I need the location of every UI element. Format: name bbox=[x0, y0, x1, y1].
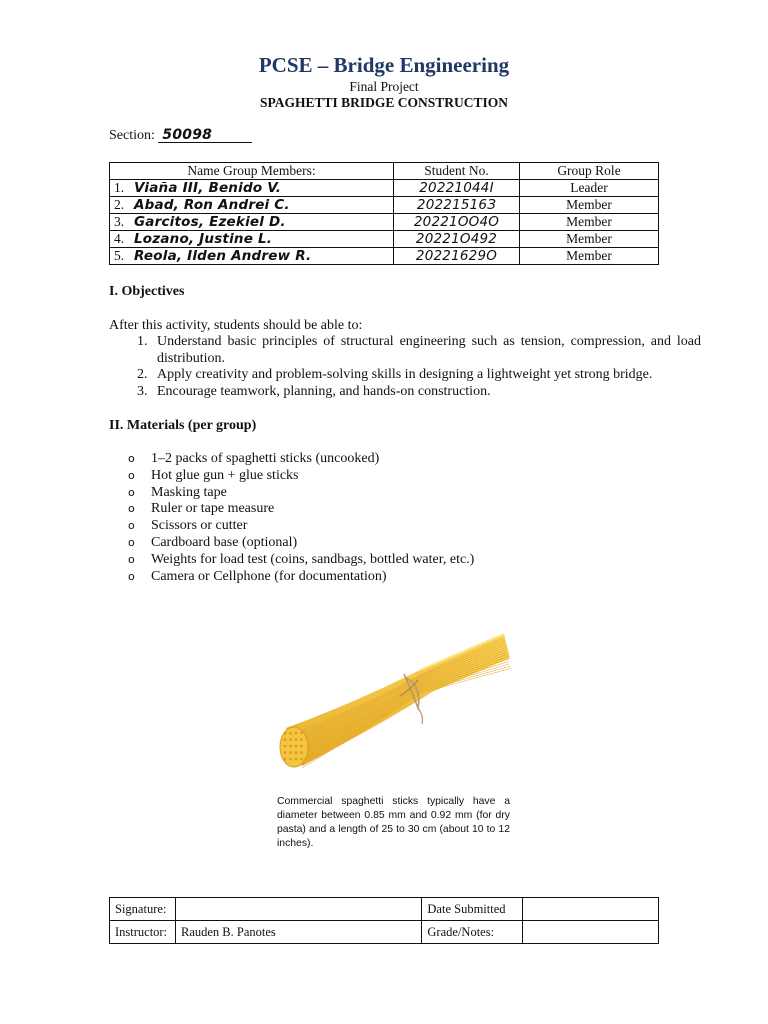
objectives-list bbox=[109, 334, 701, 400]
header-student-no: Student No. bbox=[394, 163, 520, 180]
strand-end bbox=[284, 751, 287, 754]
material-text: Masking tape bbox=[151, 484, 227, 500]
bullet-icon: o bbox=[128, 552, 135, 566]
header-name: Name Group Members: bbox=[110, 163, 394, 180]
material-text: Camera or Cellphone (for documentation) bbox=[151, 568, 387, 584]
document-title: PCSE – Bridge Engineering bbox=[258, 53, 510, 77]
strand-end bbox=[289, 732, 292, 735]
member-name: Lozano, Justine L. bbox=[134, 231, 273, 247]
strand-end bbox=[284, 758, 287, 761]
section-label: Section: bbox=[109, 128, 155, 143]
date-submitted-field[interactable] bbox=[523, 898, 659, 921]
objective-item: 3. Encourage teamwork, planning, and hands-on construction. bbox=[151, 384, 701, 401]
list-item bbox=[128, 485, 474, 502]
materials-heading: II. Materials (per group) bbox=[109, 418, 257, 433]
list-item bbox=[128, 569, 474, 586]
bullet-icon: o bbox=[128, 519, 135, 533]
list-item bbox=[128, 501, 474, 518]
members-table-header bbox=[110, 163, 659, 180]
list-item bbox=[128, 451, 474, 468]
student-number: 20221O492 bbox=[394, 231, 520, 248]
material-text: Ruler or tape measure bbox=[151, 501, 275, 517]
member-name: Reola, Ilden Andrew R. bbox=[134, 248, 312, 264]
members-table bbox=[109, 162, 659, 265]
figure-caption: Commercial spaghetti sticks typically have a diameter between 0.85 mm and 0.92 mm (for dry pasta) and a length of 25 to 30 cm (about 10 to 12 inches). bbox=[277, 796, 510, 849]
group-role: Member bbox=[520, 248, 659, 265]
strand-end bbox=[284, 732, 287, 735]
strand-end bbox=[295, 745, 298, 748]
student-number: 20221OO4O bbox=[394, 214, 520, 231]
strand-end bbox=[284, 745, 287, 748]
instructor-label: Instructor: bbox=[110, 921, 176, 944]
strand-end bbox=[295, 738, 298, 741]
group-role: Member bbox=[520, 197, 659, 214]
row-index: 4. bbox=[114, 231, 125, 246]
strand-end bbox=[300, 751, 303, 754]
bullet-icon: o bbox=[128, 502, 135, 516]
row-index: 2. bbox=[114, 197, 125, 212]
table-row bbox=[110, 248, 659, 265]
instructor-name: Rauden B. Panotes bbox=[175, 921, 421, 944]
material-text: Weights for load test (coins, sandbags, bottled water, etc.) bbox=[151, 551, 475, 567]
strand-end bbox=[289, 758, 292, 761]
objectives-heading: I. Objectives bbox=[109, 284, 185, 299]
objective-item: 2. Apply creativity and problem-solving skills in designing a lightweight yet strong bridge. bbox=[151, 367, 701, 384]
grade-notes-field[interactable] bbox=[523, 921, 659, 944]
objectives-intro: After this activity, students should be able to: bbox=[109, 318, 363, 333]
table-row bbox=[110, 921, 659, 944]
row-index: 5. bbox=[114, 248, 125, 263]
bullet-icon: o bbox=[128, 485, 135, 499]
strand-end bbox=[289, 745, 292, 748]
strand-end bbox=[295, 758, 298, 761]
material-text: Scissors or cutter bbox=[151, 518, 248, 534]
table-row bbox=[110, 197, 659, 214]
strand-end bbox=[300, 758, 303, 761]
member-name: Abad, Ron Andrei C. bbox=[134, 197, 290, 213]
student-number: 20221629O bbox=[394, 248, 520, 265]
member-name: Garcitos, Ezekiel D. bbox=[134, 214, 286, 230]
signature-table bbox=[109, 897, 659, 944]
strand-end bbox=[284, 738, 287, 741]
strand-end bbox=[289, 738, 292, 741]
group-role: Member bbox=[520, 231, 659, 248]
material-text: Cardboard base (optional) bbox=[151, 534, 298, 550]
strand-end bbox=[300, 738, 303, 741]
group-role: Leader bbox=[520, 180, 659, 197]
list-item bbox=[128, 535, 474, 552]
list-item bbox=[128, 552, 474, 569]
strand-end bbox=[300, 732, 303, 735]
date-submitted-label: Date Submitted bbox=[422, 898, 523, 921]
grade-notes-label: Grade/Notes: bbox=[422, 921, 523, 944]
project-title: SPAGHETTI BRIDGE CONSTRUCTION bbox=[259, 95, 509, 110]
bullet-icon: o bbox=[128, 452, 135, 465]
bullet-icon: o bbox=[128, 535, 135, 549]
table-row bbox=[110, 180, 659, 197]
signature-label: Signature: bbox=[110, 898, 176, 921]
group-role: Member bbox=[520, 214, 659, 231]
row-index: 1. bbox=[114, 180, 125, 195]
spaghetti-bundle-image bbox=[272, 616, 516, 796]
document-subtitle: Final Project bbox=[349, 79, 419, 94]
section-line bbox=[109, 128, 252, 144]
header-group-role: Group Role bbox=[520, 163, 659, 180]
bullet-icon: o bbox=[128, 569, 135, 583]
bullet-icon: o bbox=[128, 468, 135, 482]
material-text: Hot glue gun + glue sticks bbox=[151, 467, 299, 483]
materials-list bbox=[128, 451, 474, 585]
strand-end bbox=[300, 745, 303, 748]
list-item bbox=[128, 468, 474, 485]
table-row bbox=[110, 214, 659, 231]
strand-end bbox=[295, 732, 298, 735]
member-name: Viaña III, Benido V. bbox=[134, 180, 282, 196]
material-text: 1–2 packs of spaghetti sticks (uncooked) bbox=[151, 451, 380, 466]
student-number: 20221516З bbox=[394, 197, 520, 214]
strand-end bbox=[295, 751, 298, 754]
objective-item: 1. Understand basic principles of structural engineering such as tension, compression, and load distribution. bbox=[151, 334, 701, 367]
student-number: 20221044I bbox=[394, 180, 520, 197]
section-value: 50098 bbox=[158, 128, 252, 143]
list-item bbox=[128, 518, 474, 535]
table-row bbox=[110, 231, 659, 248]
table-row bbox=[110, 898, 659, 921]
strand-end bbox=[289, 751, 292, 754]
row-index: 3. bbox=[114, 214, 125, 229]
signature-field[interactable] bbox=[175, 898, 421, 921]
